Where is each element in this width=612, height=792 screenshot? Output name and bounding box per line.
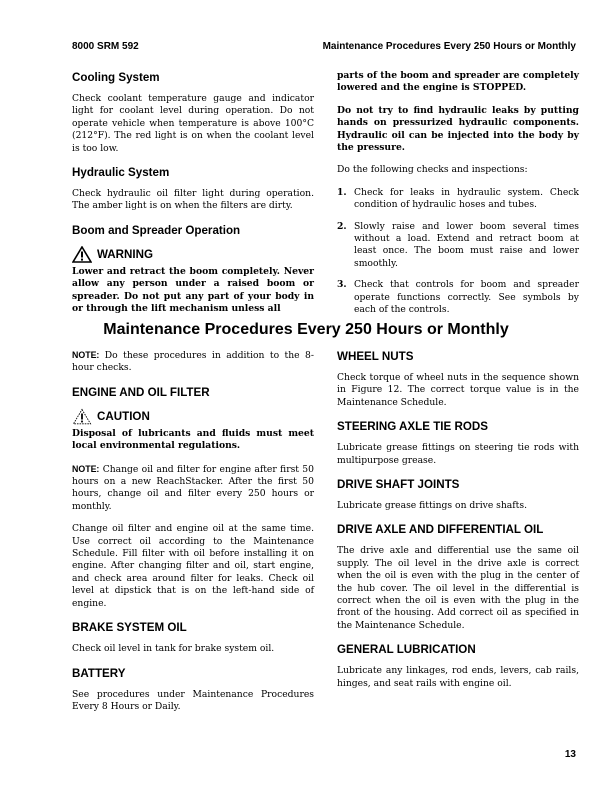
brake-heading: BRAKE SYSTEM OIL [72, 621, 187, 635]
top-right-column [337, 70, 579, 326]
page-number: 13 [564, 749, 576, 760]
checks-list [337, 187, 579, 317]
step-text: Check for leaks in hydraulic system. Check condition of hydraulic hoses and tubes. [354, 186, 579, 211]
step-number: 2. [337, 220, 347, 232]
caution-header [72, 408, 314, 425]
step-number: 3. [337, 279, 347, 291]
drive-axle-text: The drive axle and differential use the same oil supply. The oil level in the drive axle is correct when the oil is even with the plug in the center of the hub cover. The oil level in the differential is correct when the oil is even with the plug in the front of the housing. Add correct oil as specified in the Maintenance Schedule. [337, 545, 579, 631]
battery-text: See procedures under Maintenance Procedures Every 8 Hours or Daily. [72, 688, 314, 712]
hydraulic-text: Check hydraulic oil filter light during operation. The amber light is on when the filters are dirty. [72, 188, 314, 212]
cooling-text: Check coolant temperature gauge and indicator light for coolant level during operation. Do not operate vehicle when temperature is above 100°C (212°F). The red light is on when the coolant level is too low. [72, 93, 314, 154]
caution-label: CAUTION [97, 409, 150, 423]
note-oil-change [72, 463, 314, 514]
bottom-left-column [72, 349, 314, 723]
engine-oil-text: Change oil filter and engine oil at the same time. Use correct oil according to the Maintenance Schedule. Fill filter with oil before installing it on engine. After changing filter and oil, start engine, and check area around filter for leaks. Check oil level at dipstick that is on the left-hand side of engine. [72, 523, 314, 609]
lubrication-heading: GENERAL LUBRICATION [337, 643, 476, 657]
list-item [337, 279, 579, 316]
hydraulic-heading: Hydraulic System [72, 166, 170, 180]
battery-heading: BATTERY [72, 666, 126, 680]
warning-text: Lower and retract the boom completely. Never allow any person under a raised boom or spreader. Do not put any part of your body in or through the lift mechanism unless all [72, 265, 314, 315]
wheel-nuts-text: Check torque of wheel nuts in the sequence shown in Figure 12. The correct torque value is in the Maintenance Schedule. [337, 372, 579, 408]
warning-header [72, 246, 314, 263]
list-item [337, 187, 579, 212]
running-header: Maintenance Procedures Every 250 Hours or Monthly [322, 41, 576, 52]
engine-oil-heading: ENGINE AND OIL FILTER [72, 385, 210, 399]
note-text: Change oil and filter for engine after first 50 hours on a new ReachStacker. After the first 50 hours, change oil and filter every 250 hours or monthly. [72, 463, 314, 512]
note-procedures [72, 349, 314, 375]
list-item [337, 221, 579, 271]
section-title: Maintenance Procedures Every 250 Hours or Monthly [103, 321, 509, 338]
warning-text-continued: parts of the boom and spreader are completely lowered and the engine is STOPPED. [337, 70, 579, 94]
drive-shaft-text: Lubricate grease fittings on drive shafts. [337, 500, 528, 512]
note-label: NOTE: [72, 463, 100, 474]
brake-text: Check oil level in tank for brake system oil. [72, 643, 275, 655]
step-text: Check that controls for boom and spreader operate functions correctly. See symbols by each of the controls. [354, 279, 579, 316]
note-text: Do these procedures in addition to the 8-hour checks. [72, 350, 314, 374]
boom-heading: Boom and Spreader Operation [72, 223, 241, 237]
bottom-right-column [337, 349, 579, 700]
drive-shaft-heading: DRIVE SHAFT JOINTS [337, 478, 460, 492]
warning-label: WARNING [97, 247, 154, 261]
step-text: Slowly raise and lower boom several times without a load. Extend and retract boom at least once. The boom must raise and lower smoothly. [354, 220, 579, 269]
warning-icon [72, 246, 92, 263]
steering-text: Lubricate grease fittings on steering tie rods with multipurpose grease. [337, 442, 579, 466]
step-number: 1. [337, 186, 347, 198]
hydraulic-leak-warning: Do not try to find hydraulic leaks by putting hands on pressurized hydraulic components. Hydraulic oil can be injected into the body by the pressure. [337, 104, 579, 154]
top-left-column [72, 70, 314, 325]
caution-text: Disposal of lubricants and fluids must meet local environmental regulations. [72, 427, 314, 452]
doc-code: 8000 SRM 592 [72, 41, 139, 52]
lubrication-text: Lubricate any linkages, rod ends, levers, cab rails, hinges, and seat rails with engine oil. [337, 665, 579, 689]
checks-intro: Do the following checks and inspections: [337, 164, 528, 176]
cooling-heading: Cooling System [72, 71, 160, 84]
drive-axle-heading: DRIVE AXLE AND DIFFERENTIAL OIL [337, 523, 544, 537]
steering-heading: STEERING AXLE TIE RODS [337, 420, 488, 434]
caution-icon [72, 408, 92, 425]
wheel-nuts-heading: WHEEL NUTS [337, 350, 414, 363]
note-label: NOTE: [72, 350, 100, 360]
